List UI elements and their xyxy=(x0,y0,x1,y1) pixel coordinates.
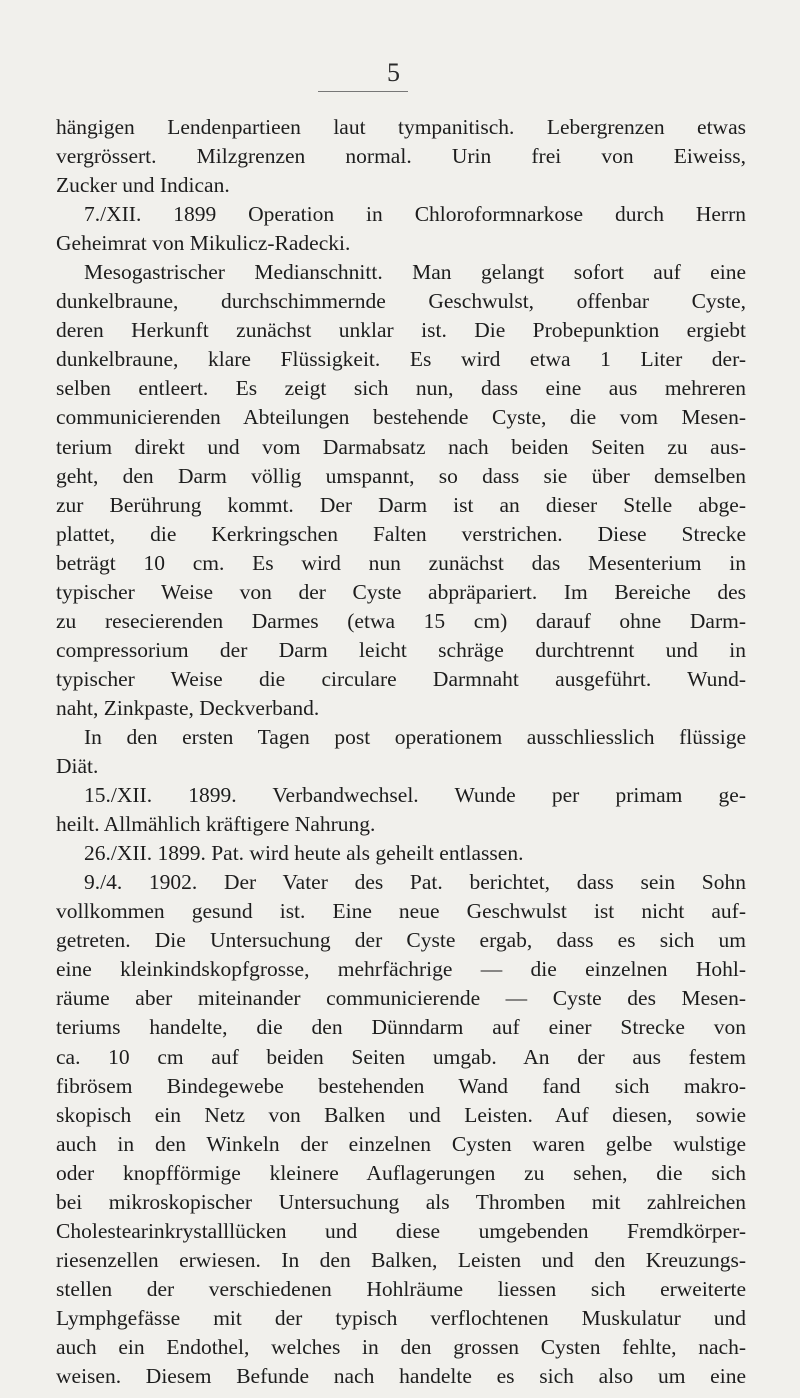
text-line: Diät. xyxy=(56,754,99,779)
header-rule xyxy=(318,91,408,92)
text-line: deren Herkunft zunächst unklar ist. Die Probepunktion ergiebt xyxy=(56,318,746,343)
text-line: ca. 10 cm auf beiden Seiten umgab. An der aus festem xyxy=(56,1044,746,1069)
text-line: bei mikroskopischer Untersuchung als Thromben mit zahlreichen xyxy=(56,1189,746,1214)
text-line: 26./XII. 1899. Pat. wird heute als geheilt entlassen. xyxy=(84,841,524,866)
text-line: compressorium der Darm leicht schräge durchtrennt und in xyxy=(56,637,746,662)
text-line: Zucker und Indican. xyxy=(56,173,230,198)
text-line: Geheimrat von Mikulicz-Radecki. xyxy=(56,231,351,256)
text-line: zu resecierenden Darmes (etwa 15 cm) darauf ohne Darm- xyxy=(56,608,746,633)
text-line: weisen. Diesem Befunde nach handelte es sich also um eine xyxy=(56,1364,746,1389)
text-line: vergrössert. Milzgrenzen normal. Urin frei von Eiweiss, xyxy=(56,144,746,169)
text-line: auch in den Winkeln der einzelnen Cysten waren gelbe wulstige xyxy=(56,1131,746,1156)
text-line: dunkelbraune, durchschimmernde Geschwulst, offenbar Cyste, xyxy=(56,289,746,314)
text-line: typischer Weise von der Cyste abpräpariert. Im Bereiche des xyxy=(56,579,746,604)
text-line: teriums handelte, die den Dünndarm auf einer Strecke von xyxy=(56,1015,746,1040)
body-text xyxy=(56,113,746,1391)
text-line: skopisch ein Netz von Balken und Leisten. Auf diesen, sowie xyxy=(56,1102,746,1127)
text-line: zur Berührung kommt. Der Darm ist an dieser Stelle abge- xyxy=(56,492,746,517)
text-line: plattet, die Kerkringschen Falten verstrichen. Diese Strecke xyxy=(56,521,746,546)
text-line: fibrösem Bindegewebe bestehenden Wand fand sich makro- xyxy=(56,1073,746,1098)
text-line: oder knopfförmige kleinere Auflagerungen zu sehen, die sich xyxy=(56,1160,746,1185)
text-line: räume aber miteinander communicierende — Cyste des Mesen- xyxy=(56,986,746,1011)
text-line: vollkommen gesund ist. Eine neue Geschwulst ist nicht auf- xyxy=(56,899,746,924)
text-line: terium direkt und vom Darmabsatz nach beiden Seiten zu aus- xyxy=(56,434,746,459)
text-line: hängigen Lendenpartieen laut tympanitisch. Lebergrenzen etwas xyxy=(56,115,746,139)
text-line: 15./XII. 1899. Verbandwechsel. Wunde per primam ge- xyxy=(84,783,746,808)
text-line: Lymphgefässe mit der typisch verflochtenen Muskulatur und xyxy=(56,1305,746,1330)
text-line: 9./4. 1902. Der Vater des Pat. berichtet, dass sein Sohn xyxy=(84,870,746,895)
text-line: heilt. Allmählich kräftigere Nahrung. xyxy=(56,812,376,837)
page-number: 5 xyxy=(387,58,400,87)
text-line: selben entleert. Es zeigt sich nun, dass eine aus mehreren xyxy=(56,376,746,401)
text-line: stellen der verschiedenen Hohlräume liessen sich erweiterte xyxy=(56,1276,746,1301)
text-line: Mesogastrischer Medianschnitt. Man gelangt sofort auf eine xyxy=(84,260,746,285)
text-line: Cholestearinkrystalllücken und diese umgebenden Fremdkörper- xyxy=(56,1218,746,1243)
text-line: riesenzellen erwiesen. In den Balken, Leisten und den Kreuzungs- xyxy=(56,1247,746,1272)
text-line: beträgt 10 cm. Es wird nun zunächst das Mesenterium in xyxy=(56,550,746,575)
text-line: In den ersten Tagen post operationem ausschliesslich flüssige xyxy=(84,724,746,749)
text-line: naht, Zinkpaste, Deckverband. xyxy=(56,695,320,720)
text-line: getreten. Die Untersuchung der Cyste ergab, dass es sich um xyxy=(56,928,746,953)
text-line: communicierenden Abteilungen bestehende Cyste, die vom Mesen- xyxy=(56,405,746,430)
text-line: typischer Weise die circulare Darmnaht ausgeführt. Wund- xyxy=(56,666,746,691)
text-line: eine kleinkindskopfgrosse, mehrfächrige — die einzelnen Hohl- xyxy=(56,957,746,982)
text-line: 7./XII. 1899 Operation in Chloroformnarkose durch Herrn xyxy=(84,202,746,227)
text-line: auch ein Endothel, welches in den grossen Cysten fehlte, nach- xyxy=(56,1334,746,1359)
text-line: dunkelbraune, klare Flüssigkeit. Es wird etwa 1 Liter der- xyxy=(56,347,746,372)
text-line: geht, den Darm völlig umspannt, so dass sie über demselben xyxy=(56,463,746,488)
